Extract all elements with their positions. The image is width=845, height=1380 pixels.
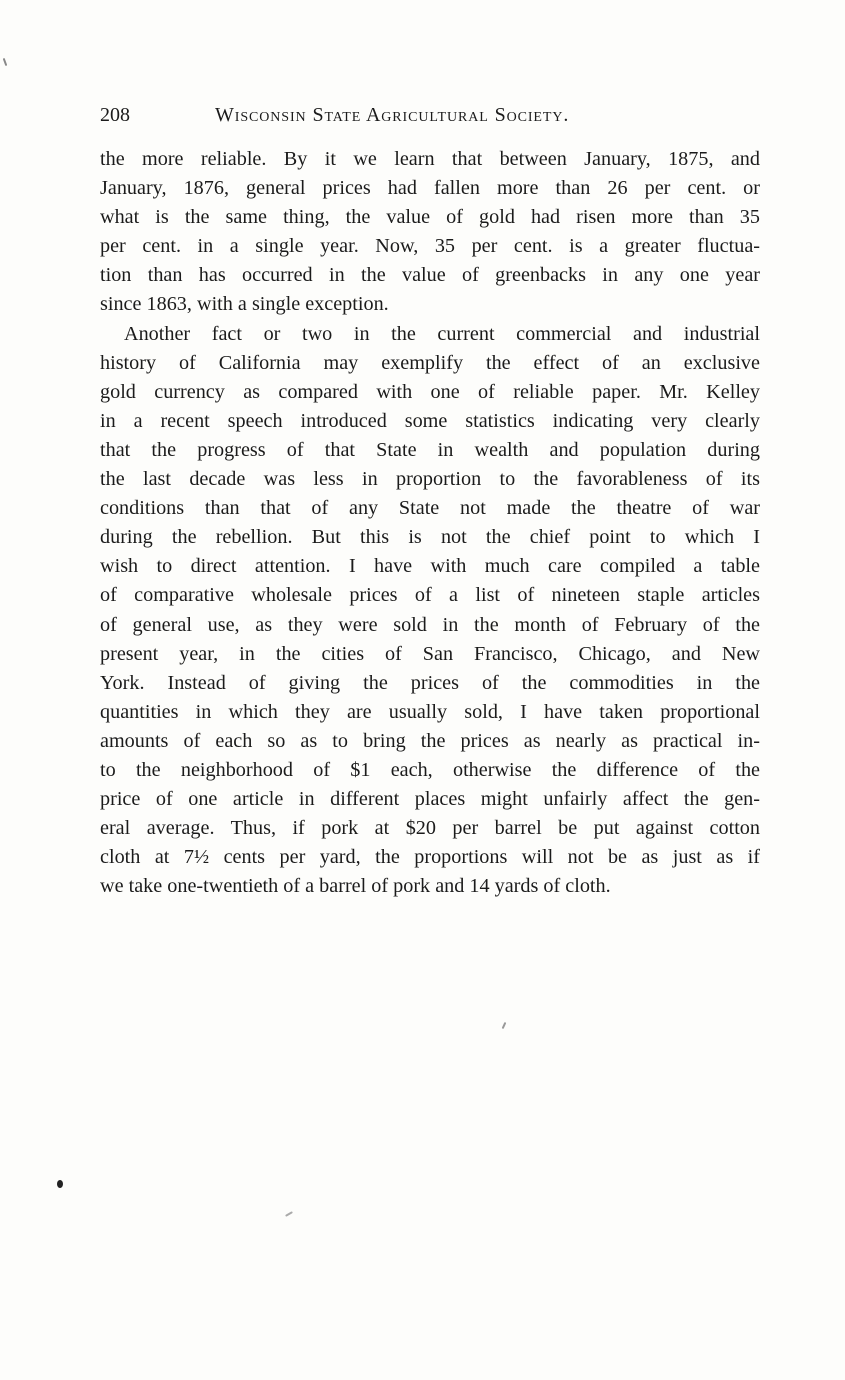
- text-line: price of one article in different places might unfairly affect the gen-: [100, 788, 760, 811]
- text-line: conditions than that of any State not made the theatre of war: [100, 497, 760, 520]
- text-line: history of California may exemplify the effect of an exclusive: [100, 351, 760, 374]
- running-title: Wisconsin State Agricultural Society.: [215, 104, 570, 126]
- text-line: the more reliable. By it we learn that between January, 1875, and: [100, 148, 760, 170]
- text-line: gold currency as compared with one of reliable paper. Mr. Kelley: [100, 380, 760, 403]
- text-line: the last decade was less in proportion to the favorableness of its: [100, 468, 760, 491]
- text-line: amounts of each so as to bring the prices as nearly as practical in-: [100, 729, 760, 752]
- text-line: in a recent speech introduced some statistics indicating very clearly: [100, 409, 760, 432]
- text-line: York. Instead of giving the prices of the commodities in the: [100, 671, 760, 694]
- text-line: wish to direct attention. I have with much care compiled a table: [100, 555, 760, 578]
- body-text: [100, 145, 760, 901]
- text-line: what is the same thing, the value of gold had risen more than 35: [100, 206, 760, 229]
- text-line: present year, in the cities of San Francisco, Chicago, and New: [100, 642, 760, 665]
- ink-speck: [3, 58, 8, 66]
- text-line: of general use, as they were sold in the month of February of the: [100, 613, 760, 636]
- running-header: [100, 100, 760, 130]
- text-line: cloth at 7½ cents per yard, the proportions will not be as just as if: [100, 846, 760, 869]
- ink-speck: [502, 1022, 507, 1029]
- ink-speck: [285, 1211, 293, 1217]
- text-line: during the rebellion. But this is not the chief point to which I: [100, 526, 760, 549]
- text-line: Another fact or two in the current commercial and industrial: [124, 322, 760, 345]
- paragraph-continued: [100, 145, 760, 320]
- text-line: January, 1876, general prices had fallen more than 26 per cent. or: [100, 177, 760, 200]
- ink-speck: [57, 1180, 63, 1188]
- text-line: of comparative wholesale prices of a list of nineteen staple articles: [100, 584, 760, 607]
- text-line: quantities in which they are usually sold, I have taken proportional: [100, 700, 760, 723]
- page-number: 208: [100, 104, 130, 126]
- text-line: that the progress of that State in wealth and population during: [100, 438, 760, 461]
- text-line: since 1863, with a single exception.: [100, 293, 389, 316]
- text-line: per cent. in a single year. Now, 35 per cent. is a greater fluctua-: [100, 235, 760, 258]
- paragraph-california: [100, 320, 760, 902]
- text-line: we take one-twentieth of a barrel of pork and 14 yards of cloth.: [100, 875, 611, 898]
- text-line: tion than has occurred in the value of greenbacks in any one year: [100, 264, 760, 287]
- text-line: to the neighborhood of $1 each, otherwise the difference of the: [100, 758, 760, 781]
- text-line: eral average. Thus, if pork at $20 per barrel be put against cotton: [100, 817, 760, 840]
